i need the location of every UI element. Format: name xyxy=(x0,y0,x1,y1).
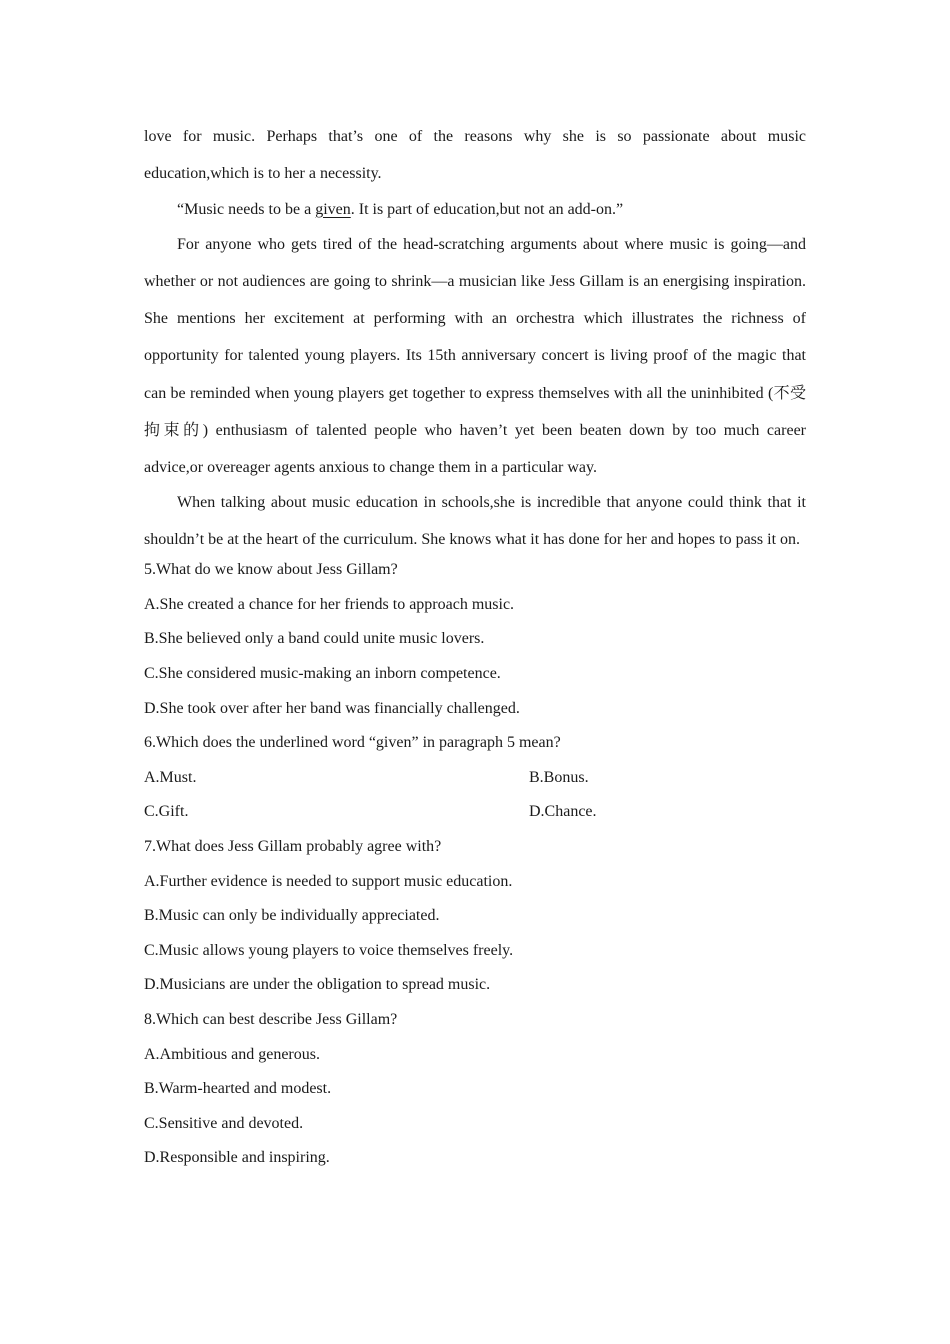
question-5-option-b: B.She believed only a band could unite music lovers. xyxy=(144,630,485,648)
question-6-stem: 6.Which does the underlined word “given” in paragraph 5 mean? xyxy=(144,734,561,752)
question-8-stem: 8.Which can best describe Jess Gillam? xyxy=(144,1010,398,1028)
paragraph-3: For anyone who gets tired of the head-scratching arguments about where music is going—and whether or not audiences are going to shrink—a musician like Jess Gillam is an energising inspiration. She mentions her excitement at performing with an orchestra which illustrates the richness of opportunity for talented young players. Its 15th anniversary concert is living proof of the magic that can be reminded when young players get together to express themselves with all the uninhibited (不受拘束的) enthusiasm of talented people who haven’t yet been beaten down by too much career advice,or overeager agents anxious to change them in a particular way. xyxy=(144,235,806,477)
question-7-option-b: B.Music can only be individually appreciated. xyxy=(144,907,440,925)
paragraph-4: When talking about music education in schools,she is incredible that anyone could think that it shouldn’t be at the heart of the curriculum. She knows what it has done for her and hopes to pass it on. xyxy=(144,493,806,548)
question-6-options-row-1 xyxy=(144,761,806,796)
question-8-option-b: B.Warm-hearted and modest. xyxy=(144,1080,332,1098)
question-5-stem: 5.What do we know about Jess Gillam? xyxy=(144,561,398,579)
question-6-option-c: C.Gift. xyxy=(144,803,189,821)
question-6-option-b: B.Bonus. xyxy=(529,768,589,786)
underlined-word-given: given xyxy=(315,200,351,218)
paragraph-1-line-1: love for music. Perhaps that’s one of the reasons why she is so passionate about music xyxy=(144,128,806,145)
question-6-options-row-2 xyxy=(144,795,806,830)
document-page xyxy=(144,118,806,1176)
paragraph-2-after: . It is part of education,but not an add-on.” xyxy=(350,200,624,218)
question-6-option-a: A.Must. xyxy=(144,768,197,786)
question-7-option-c: C.Music allows young players to voice themselves freely. xyxy=(144,941,514,959)
question-7-stem: 7.What does Jess Gillam probably agree with? xyxy=(144,838,442,856)
paragraph-2 xyxy=(144,193,806,226)
paragraph-2-before: “Music needs to be a xyxy=(177,200,316,218)
question-7-option-a: A.Further evidence is needed to support music education. xyxy=(144,872,513,890)
question-8-option-a: A.Ambitious and generous. xyxy=(144,1045,320,1063)
question-8-option-c: C.Sensitive and devoted. xyxy=(144,1114,304,1132)
question-7-option-d: D.Musicians are under the obligation to spread music. xyxy=(144,976,491,994)
question-5-option-d: D.She took over after her band was financially challenged. xyxy=(144,699,520,717)
question-6-option-d: D.Chance. xyxy=(529,803,597,821)
question-5-option-c: C.She considered music-making an inborn competence. xyxy=(144,665,501,683)
question-8-option-d: D.Responsible and inspiring. xyxy=(144,1149,330,1167)
paragraph-1-line-2: education,which is to her a necessity. xyxy=(144,165,382,183)
question-5-option-a: A.She created a chance for her friends to approach music. xyxy=(144,595,515,613)
